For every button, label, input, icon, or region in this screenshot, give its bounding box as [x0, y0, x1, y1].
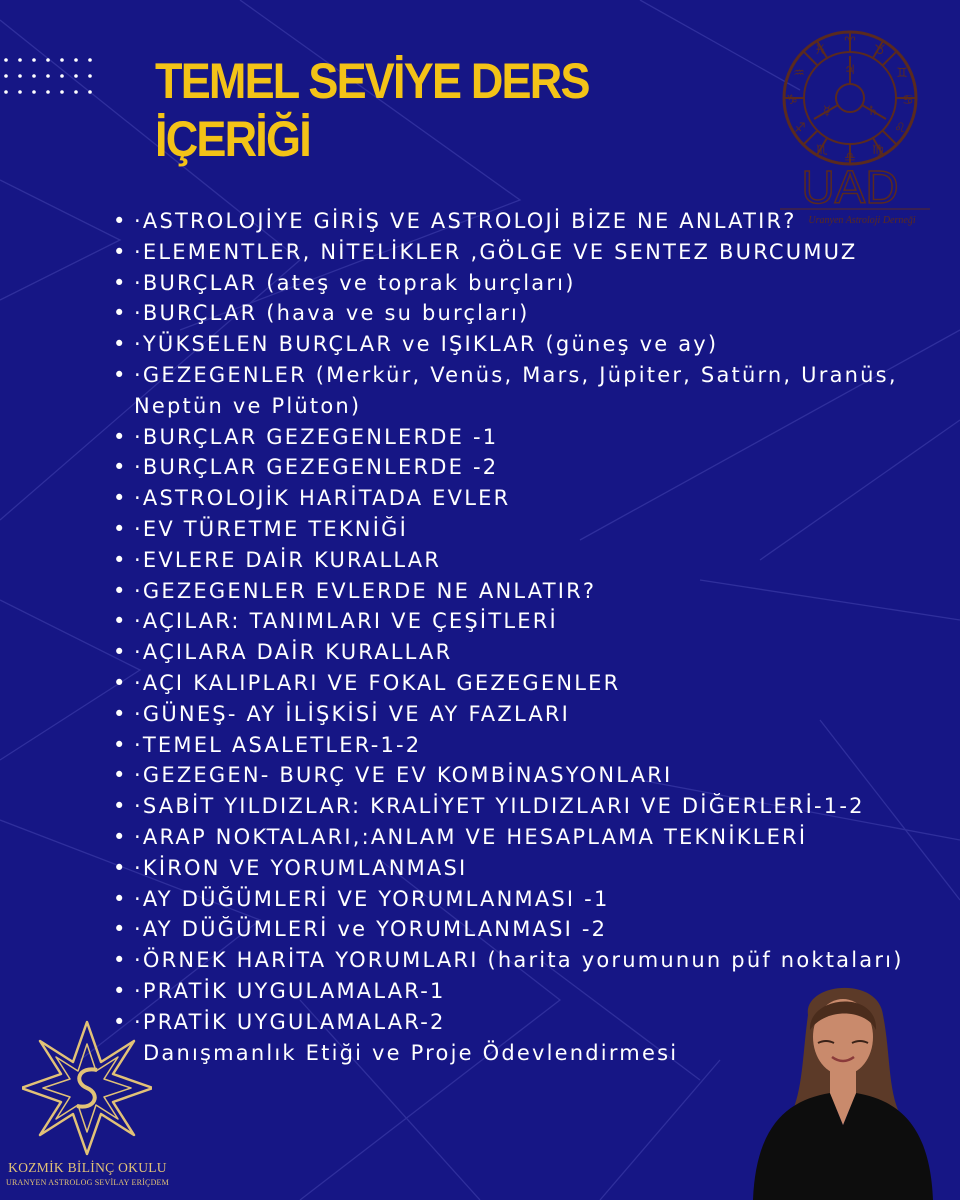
list-item-text: ·BURÇLAR (ateş ve toprak burçları) [134, 270, 576, 295]
bullet: • [113, 578, 128, 603]
list-item [113, 606, 953, 637]
bullet: • [113, 824, 128, 849]
lotus-star-icon [22, 1018, 152, 1160]
list-item-text: ·GEZEGENLER EVLERDE NE ANLATIR? [134, 578, 597, 603]
list-item [113, 206, 953, 237]
instructor-portrait [748, 975, 938, 1200]
bullet: • [113, 855, 128, 880]
list-item [113, 422, 953, 453]
list-item-text: ·YÜKSELEN BURÇLAR ve IŞIKLAR (güneş ve ay) [134, 332, 719, 357]
bullet: • [113, 516, 128, 541]
list-item-text: ·PRATİK UYGULAMALAR-1 [134, 978, 446, 1003]
school-name: KOZMİK BİLİNÇ OKULU [8, 1160, 167, 1175]
uad-logo-text: UAD [801, 161, 899, 213]
page-title [155, 52, 589, 168]
list-item-text: ·GEZEGEN- BURÇ VE EV KOMBİNASYONLARI [134, 763, 673, 788]
bullet: • [113, 701, 128, 726]
svg-text:♃: ♃ [844, 63, 856, 78]
svg-text:♐: ♐ [794, 121, 806, 136]
uad-logo-subtitle: Uranyen Astroloji Derneği [808, 215, 916, 226]
school-subtitle: URANYEN ASTROLOG SEVİLAY ERİÇDEM [6, 1178, 169, 1187]
bullet: • [113, 609, 128, 634]
list-item-text: ·AÇILARA DAİR KURALLAR [134, 640, 453, 665]
bullet: • [113, 209, 128, 233]
list-item-text: ·BURÇLAR GEZEGENLERDE -2 [134, 455, 499, 480]
list-item-text: ·GEZEGENLER (Merkür, Venüs, Mars, Jüpiter, Satürn, Uranüs, Neptün ve Plüton) [134, 362, 898, 418]
list-item [113, 268, 953, 299]
svg-text:♊: ♊ [896, 66, 908, 81]
list-item-text: ·ASTROLOJİYE GİRİŞ VE ASTROLOJİ BİZE NE ANLATIR? [134, 209, 797, 233]
title-line-1: TEMEL SEVİYE DERS [155, 53, 589, 109]
bullet: • [113, 455, 128, 480]
bullet: • [113, 948, 128, 973]
svg-text:♄: ♄ [867, 104, 879, 119]
bullet: • [113, 670, 128, 695]
list-item-text: ·AÇI KALIPLARI VE FOKAL GEZEGENLER [134, 670, 621, 695]
list-item-text: ·BURÇLAR (hava ve su burçları) [134, 301, 530, 326]
bullet: • [113, 362, 128, 387]
bullet: • [113, 640, 128, 665]
list-item [113, 699, 953, 730]
list-item [113, 730, 953, 761]
bullet: • [113, 424, 128, 449]
svg-text:♒: ♒ [793, 66, 805, 81]
bullet: • [113, 794, 128, 819]
bullet: • [113, 886, 128, 911]
svg-text:♌: ♌ [894, 121, 906, 136]
dot-grid-decoration [2, 56, 94, 96]
list-item-text: ·EVLERE DAİR KURALLAR [134, 547, 442, 572]
list-item [113, 329, 953, 360]
list-item [113, 298, 953, 329]
list-item-text: Danışmanlık Etiği ve Proje Ödevlendirmesi [143, 1040, 679, 1065]
list-item [113, 237, 953, 268]
list-item [113, 637, 953, 668]
list-item [113, 914, 953, 945]
svg-text:♑: ♑ [786, 93, 798, 108]
svg-text:♓: ♓ [814, 43, 826, 58]
bullet: • [113, 332, 128, 357]
list-item-text: ·PRATİK UYGULAMALAR-2 [134, 1009, 446, 1034]
bullet: • [113, 301, 128, 326]
list-item [113, 760, 953, 791]
svg-text:♎: ♎ [844, 150, 856, 165]
list-item-text: ·GÜNEŞ- AY İLİŞKİSİ VE AY FAZLARI [134, 701, 571, 726]
list-item-text: ·SABİT YILDIZLAR: KRALİYET YILDIZLARI VE DİĞERLERİ-1-2 [134, 794, 865, 819]
list-item [113, 452, 953, 483]
list-item-text: ·KİRON VE YORUMLANMASI [134, 855, 468, 880]
bullet: • [113, 486, 128, 511]
title-line-2: İÇERİĞİ [155, 111, 310, 167]
list-item [113, 360, 953, 422]
svg-text:☿: ☿ [823, 104, 831, 119]
list-item [113, 668, 953, 699]
list-item-text: ·AY DÜĞÜMLERİ ve YORUMLANMASI -2 [134, 917, 608, 942]
course-list [113, 206, 953, 1068]
list-item-text: ·EV TÜRETME TEKNİĞİ [134, 516, 408, 541]
svg-text:♍: ♍ [872, 143, 884, 158]
bullet: • [113, 978, 128, 1003]
list-item [113, 822, 953, 853]
list-item [113, 514, 953, 545]
list-item [113, 576, 953, 607]
list-item-text: ·ÖRNEK HARİTA YORUMLARI (harita yorumunun püf noktaları) [134, 948, 904, 973]
zodiac-wheel-icon [784, 32, 916, 165]
bullet: • [113, 1009, 128, 1034]
list-item [113, 945, 953, 976]
list-item [113, 545, 953, 576]
list-item-text: ·BURÇLAR GEZEGENLERDE -1 [134, 424, 499, 449]
list-item [113, 483, 953, 514]
svg-text:♈: ♈ [844, 35, 856, 50]
bullet: • [113, 547, 128, 572]
uad-logo [772, 20, 932, 235]
list-item-text: ·AÇILAR: TANIMLARI VE ÇEŞİTLERİ [134, 609, 558, 634]
list-item [113, 884, 953, 915]
list-item [113, 853, 953, 884]
bullet: • [113, 239, 128, 264]
list-item-text: ·ARAP NOKTALARI,:ANLAM VE HESAPLAMA TEKNİKLERİ [134, 824, 808, 849]
bullet: • [113, 917, 128, 942]
svg-text:♉: ♉ [874, 43, 886, 58]
list-item [113, 791, 953, 822]
svg-text:♏: ♏ [816, 143, 828, 158]
list-item-text: ·ELEMENTLER, NİTELİKLER ,GÖLGE VE SENTEZ BURCUMUZ [134, 239, 858, 264]
list-item-text: ·TEMEL ASALETLER-1-2 [134, 732, 422, 757]
bullet: • [113, 763, 128, 788]
bullet: • [113, 732, 128, 757]
list-item-text: ·ASTROLOJİK HARİTADA EVLER [134, 486, 511, 511]
bullet: • [113, 270, 128, 295]
list-item-text: ·AY DÜĞÜMLERİ VE YORUMLANMASI -1 [134, 886, 610, 911]
svg-text:♋: ♋ [902, 93, 914, 108]
